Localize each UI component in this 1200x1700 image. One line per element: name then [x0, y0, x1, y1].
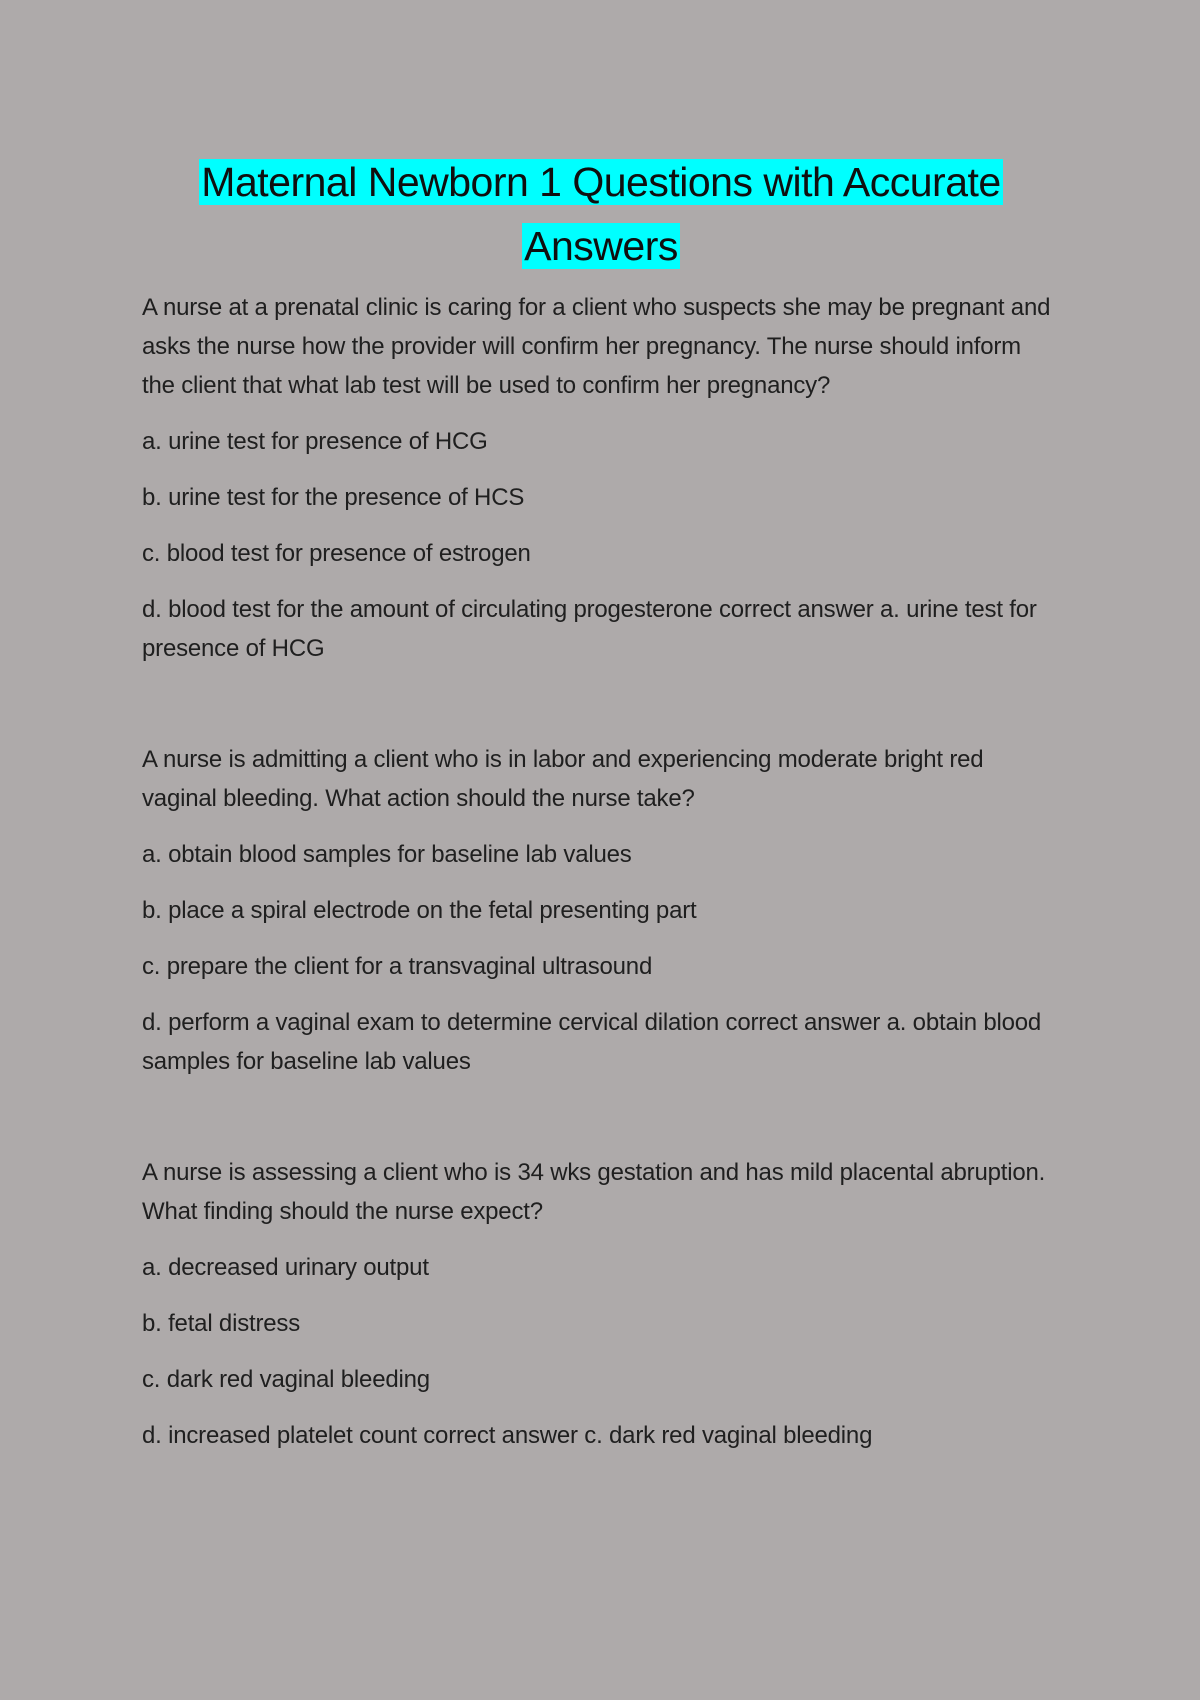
- question-3-option-c: c. dark red vaginal bleeding: [142, 1366, 430, 1393]
- question-3-option-d: d. increased platelet count correct answer c. dark red vaginal bleeding: [142, 1422, 873, 1449]
- question-3-option-a: a. decreased urinary output: [142, 1254, 429, 1281]
- question-2-option-a: a. obtain blood samples for baseline lab values: [142, 841, 632, 868]
- question-2-text: A nurse is admitting a client who is in labor and experiencing moderate bright red vaginal bleeding. What action should the nurse take?: [142, 746, 984, 812]
- question-1-option-d: d. blood test for the amount of circulating progesterone correct answer a. urine test for presence of HCG: [142, 596, 1037, 662]
- question-2: [142, 740, 1060, 1081]
- question-1: [142, 288, 1060, 668]
- question-1-option-b: b. urine test for the presence of HCS: [142, 484, 525, 511]
- question-3-option-b: b. fetal distress: [142, 1310, 301, 1337]
- question-2-option-d: d. perform a vaginal exam to determine cervical dilation correct answer a. obtain blood samples for baseline lab values: [142, 1009, 1042, 1075]
- document-title-text: Maternal Newborn 1 Questions with Accurate Answers: [201, 159, 1001, 269]
- question-1-text: A nurse at a prenatal clinic is caring for a client who suspects she may be pregnant and asks the nurse how the provider will confirm her pregnancy. The nurse should inform the client that what lab test will be used to confirm her pregnancy?: [142, 294, 1051, 399]
- question-1-option-a: a. urine test for presence of HCG: [142, 428, 488, 455]
- document-title: [142, 150, 1060, 278]
- question-2-option-c: c. prepare the client for a transvaginal ultrasound: [142, 953, 653, 980]
- question-3: [142, 1153, 1060, 1455]
- question-1-option-c: c. blood test for presence of estrogen: [142, 540, 531, 567]
- question-2-option-b: b. place a spiral electrode on the fetal presenting part: [142, 897, 697, 924]
- question-3-text: A nurse is assessing a client who is 34 wks gestation and has mild placental abruption. What finding should the nurse expect?: [142, 1159, 1046, 1225]
